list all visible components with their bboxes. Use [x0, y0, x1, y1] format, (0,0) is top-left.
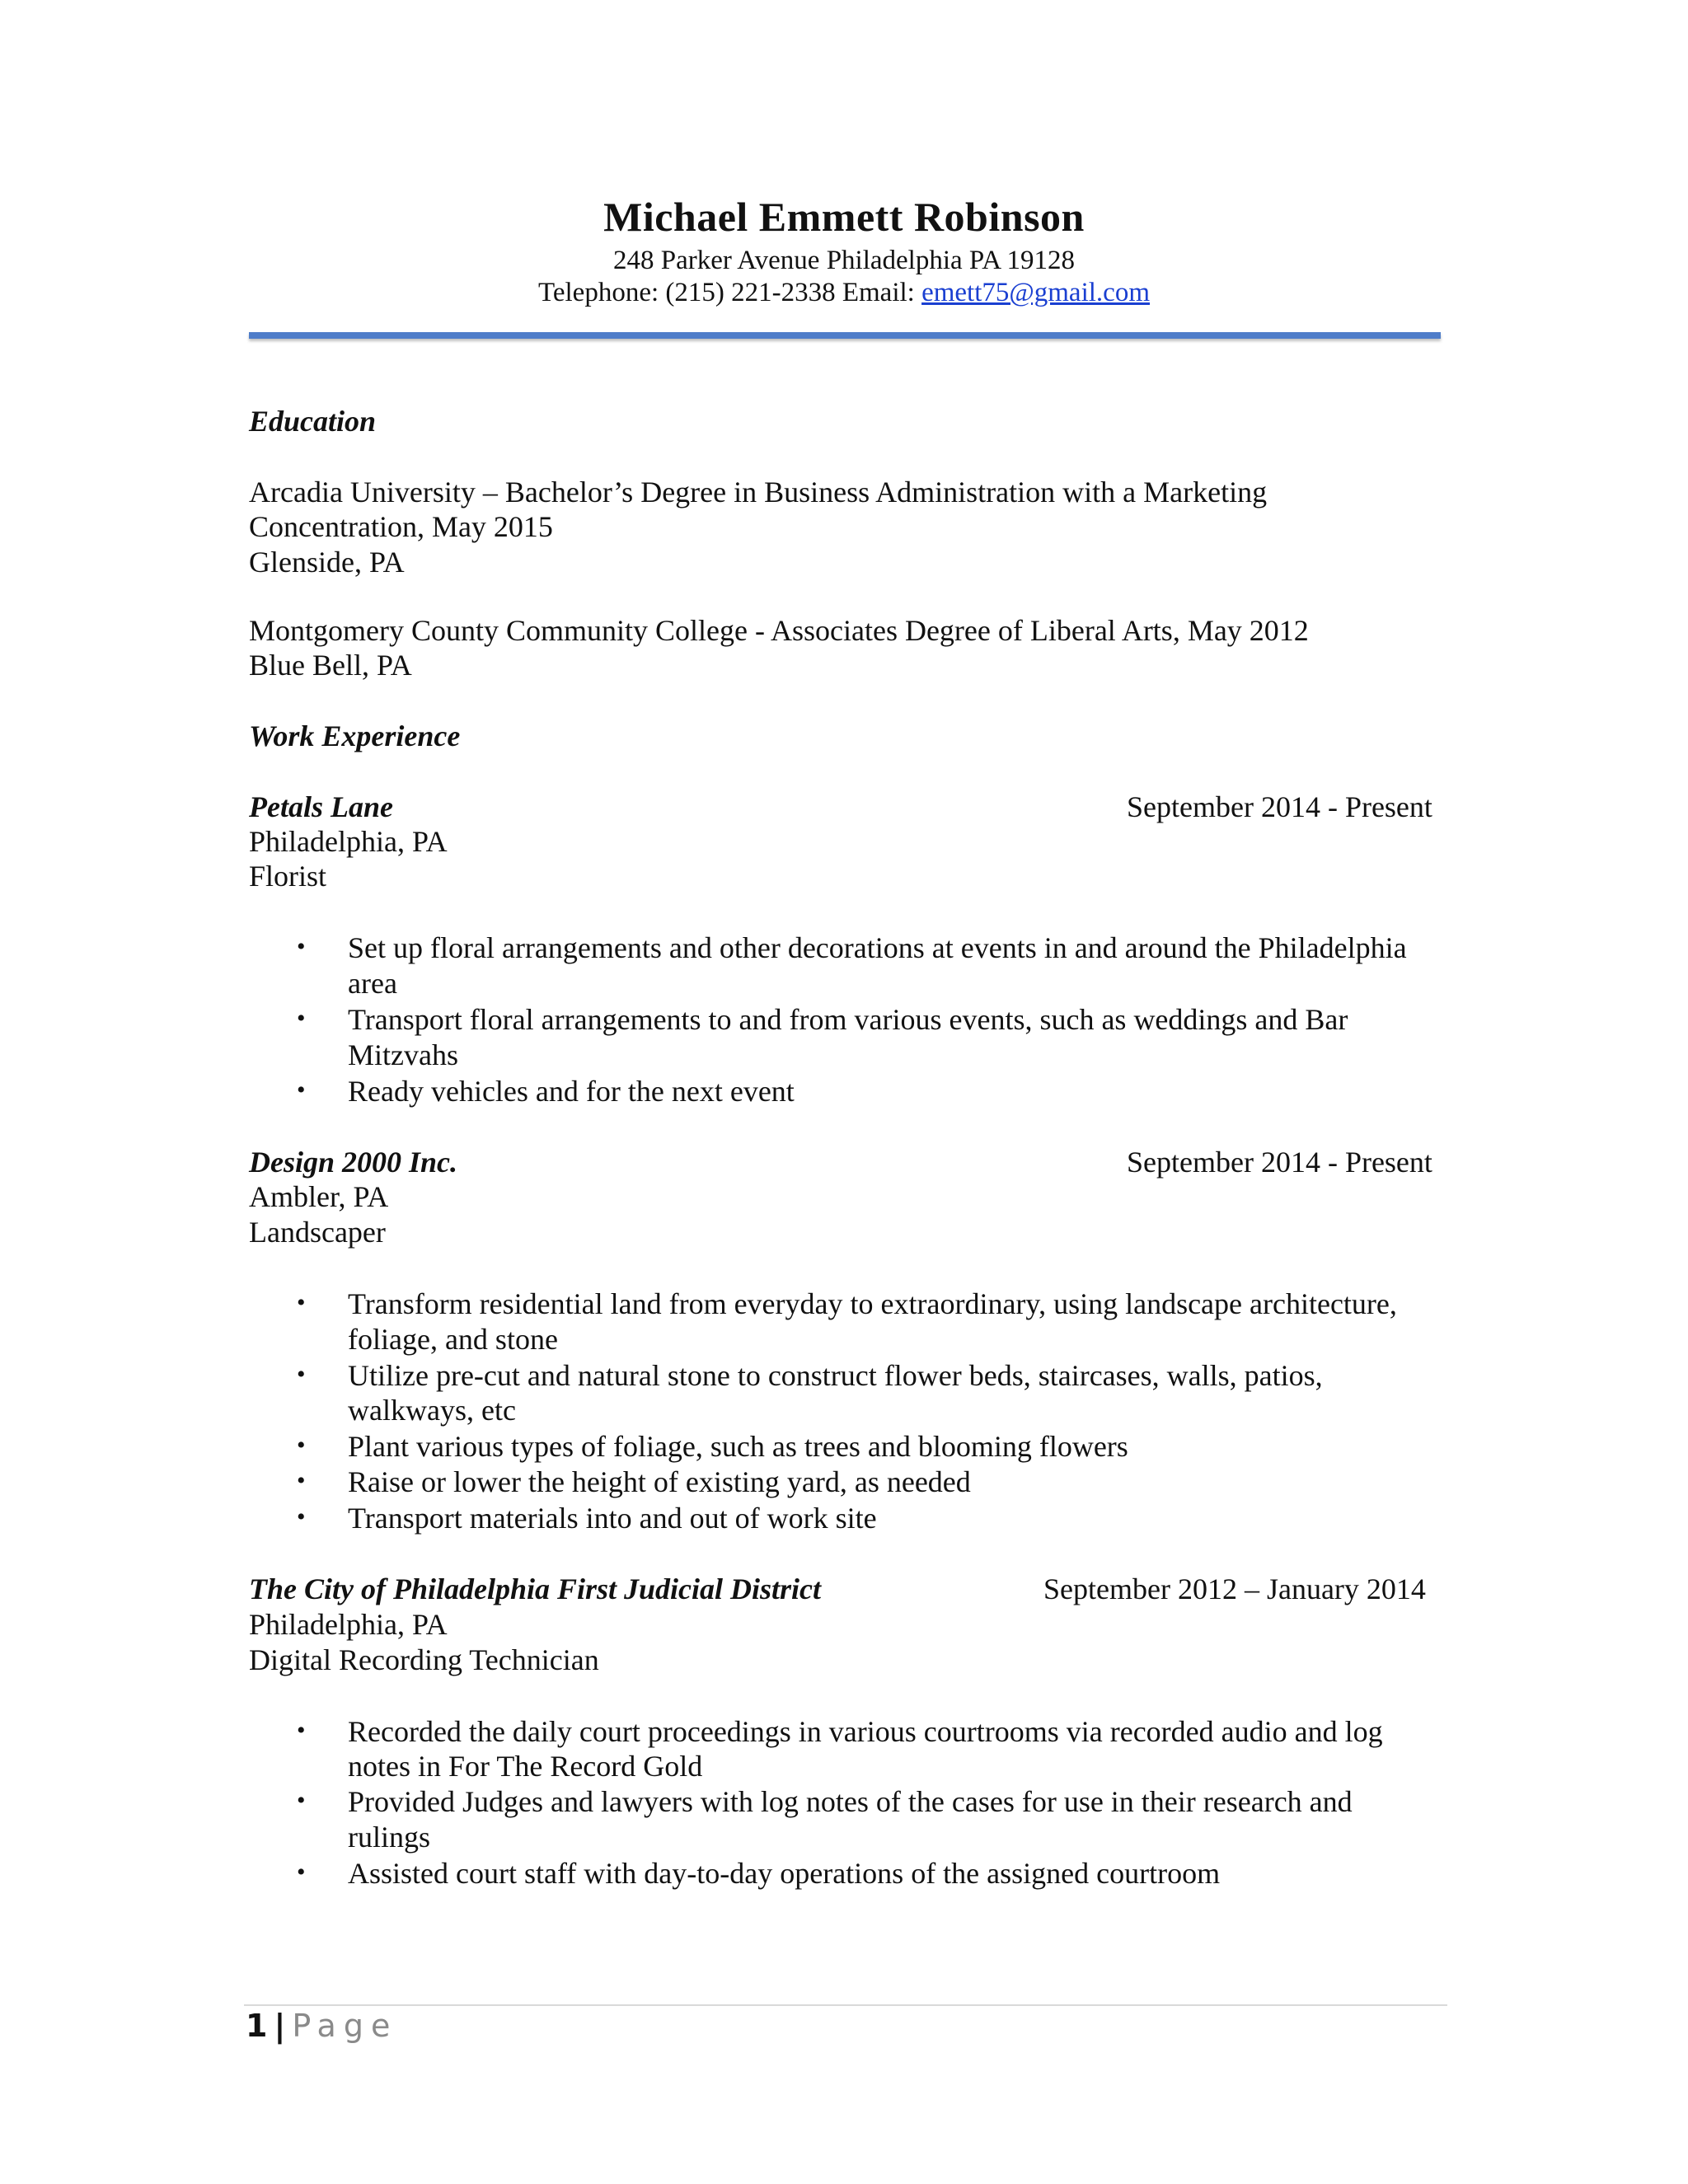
job-bullet-line: Ready vehicles and for the next event	[348, 1075, 795, 1108]
bullet-icon: •	[297, 1076, 306, 1104]
bullet-icon: •	[297, 1361, 306, 1388]
job-bullet-line: walkways, etc	[348, 1394, 516, 1427]
education-mccc-location: Blue Bell, PA	[249, 649, 412, 682]
resume-contact	[0, 278, 1688, 308]
resume-name: Michael Emmett Robinson	[603, 194, 1085, 240]
job-bullet-line: foliage, and stone	[348, 1323, 558, 1356]
bullet-icon: •	[297, 1467, 306, 1494]
job-role: Digital Recording Technician	[249, 1643, 599, 1676]
job-bullet-line: Raise or lower the height of existing yard, as needed	[348, 1465, 971, 1498]
job-bullet-line: Plant various types of foliage, such as trees and blooming flowers	[348, 1430, 1128, 1463]
job-location: Philadelphia, PA	[249, 1608, 448, 1641]
bullet-icon: •	[297, 1858, 306, 1886]
job-bullet-line: Transport floral arrangements to and from various events, such as weddings and Bar	[348, 1003, 1348, 1036]
page-number: 1	[246, 2008, 268, 2044]
footer-separator: |	[274, 2008, 286, 2044]
resume-address: 248 Parker Avenue Philadelphia PA 19128	[612, 246, 1076, 275]
email-link[interactable]: emett75@gmail.com	[921, 278, 1150, 307]
bullet-icon: •	[297, 1005, 306, 1032]
education-arcadia-line2: Concentration, May 2015	[249, 510, 553, 543]
page-label: Page	[292, 2008, 398, 2044]
education-heading: Education	[249, 405, 377, 438]
contact-prefix: Telephone: (215) 221-2338 Email:	[538, 278, 922, 307]
job-dates: September 2014 - Present	[1127, 790, 1432, 823]
job-dates: September 2012 – January 2014	[1043, 1572, 1426, 1605]
job-bullet-line: Mitzvahs	[348, 1038, 458, 1071]
header-divider	[249, 332, 1441, 339]
job-bullet-line: Provided Judges and lawyers with log notes of the cases for use in their research and	[348, 1785, 1353, 1818]
job-location: Ambler, PA	[249, 1180, 389, 1213]
job-dates: September 2014 - Present	[1127, 1146, 1432, 1179]
job-bullet-line: notes in For The Record Gold	[348, 1750, 703, 1783]
education-arcadia-location: Glenside, PA	[249, 546, 405, 579]
work-heading: Work Experience	[249, 719, 461, 752]
bullet-icon: •	[297, 933, 306, 960]
bullet-icon: •	[297, 1432, 306, 1459]
job-bullet-line: Set up floral arrangements and other decorations at events in and around the Philadelphia	[348, 931, 1407, 964]
job-bullet-line: area	[348, 967, 397, 1000]
job-bullet-line: Transform residential land from everyday to extraordinary, using landscape architecture,	[348, 1287, 1397, 1320]
education-mccc-line1: Montgomery County Community College - Associates Degree of Liberal Arts, May 2012	[249, 614, 1309, 647]
footer-divider	[244, 2004, 1447, 2006]
job-role: Landscaper	[249, 1216, 386, 1249]
bullet-icon: •	[297, 1289, 306, 1316]
job-bullet-line: Recorded the daily court proceedings in various courtrooms via recorded audio and log	[348, 1715, 1383, 1748]
job-role: Florist	[249, 860, 327, 893]
bullet-icon: •	[297, 1717, 306, 1744]
bullet-icon: •	[297, 1787, 306, 1814]
bullet-icon: •	[297, 1503, 306, 1530]
education-arcadia-line1: Arcadia University – Bachelor’s Degree in Business Administration with a Marketing	[249, 476, 1268, 509]
job-company: Petals Lane	[249, 790, 393, 823]
job-bullet-line: Assisted court staff with day-to-day operations of the assigned courtroom	[348, 1857, 1221, 1890]
job-company: Design 2000 Inc.	[249, 1146, 458, 1179]
job-company: The City of Philadelphia First Judicial District	[249, 1572, 822, 1605]
page-footer	[246, 2008, 397, 2044]
job-bullet-line: Transport materials into and out of work site	[348, 1502, 877, 1535]
job-bullet-line: Utilize pre-cut and natural stone to construct flower beds, staircases, walls, patios,	[348, 1359, 1323, 1392]
job-location: Philadelphia, PA	[249, 825, 448, 858]
job-bullet-line: rulings	[348, 1821, 431, 1854]
